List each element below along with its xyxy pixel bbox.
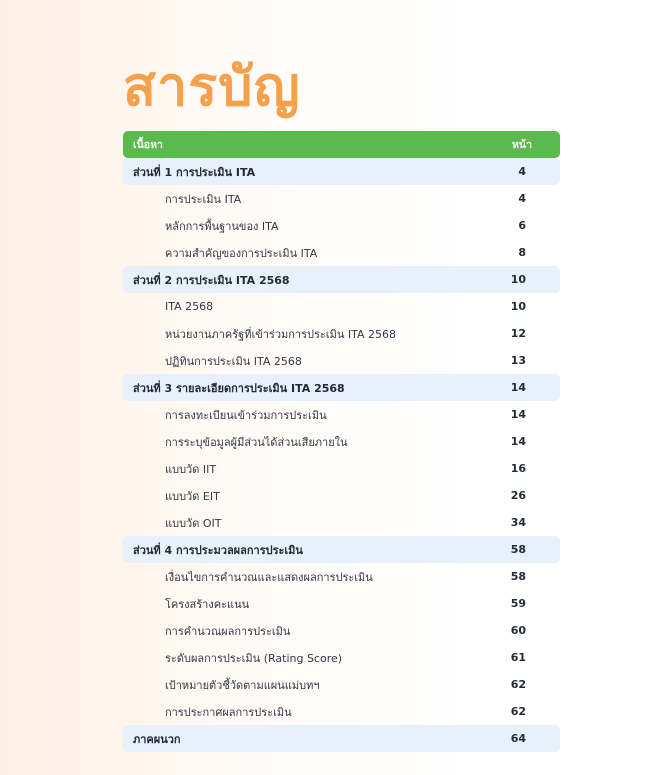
toc-entry-row[interactable] xyxy=(123,293,560,320)
toc-rows xyxy=(123,158,560,752)
toc-page-number: 64 xyxy=(510,732,526,745)
toc-entry-label: ส่วนที่ 2 การประเมิน ITA 2568 xyxy=(133,273,290,287)
toc-entry-row[interactable] xyxy=(123,563,560,590)
toc-entry-row[interactable] xyxy=(123,185,560,212)
toc-entry-label: ITA 2568 xyxy=(165,300,214,313)
toc-entry-label: แบบวัด OIT xyxy=(165,516,222,530)
toc-entry-row[interactable] xyxy=(123,347,560,374)
toc-page-number: 59 xyxy=(510,597,526,610)
toc-page-number: 14 xyxy=(510,435,526,448)
toc-section-row[interactable] xyxy=(123,158,560,185)
toc-page-number: 10 xyxy=(510,300,526,313)
toc-entry-row[interactable] xyxy=(123,455,560,482)
table-of-contents xyxy=(123,131,560,752)
toc-page-number: 16 xyxy=(510,462,526,475)
toc-page-number: 26 xyxy=(510,489,526,502)
toc-section-row[interactable] xyxy=(123,725,560,752)
toc-entry-label: เป้าหมายตัวชี้วัดตามแผนแม่บทฯ xyxy=(165,678,320,692)
toc-entry-label: หลักการพื้นฐานของ ITA xyxy=(165,219,279,233)
toc-entry-row[interactable] xyxy=(123,401,560,428)
toc-entry-row[interactable] xyxy=(123,320,560,347)
toc-page-number: 62 xyxy=(510,705,526,718)
toc-page-number: 6 xyxy=(518,219,526,232)
toc-page-number: 62 xyxy=(510,678,526,691)
toc-section-row[interactable] xyxy=(123,536,560,563)
toc-entry-row[interactable] xyxy=(123,212,560,239)
toc-entry-label: แบบวัด IIT xyxy=(165,462,217,476)
toc-entry-row[interactable] xyxy=(123,671,560,698)
toc-entry-label: แบบวัด EIT xyxy=(165,489,220,503)
toc-page-number: 61 xyxy=(510,651,526,664)
toc-section-row[interactable] xyxy=(123,266,560,293)
toc-entry-label: ภาคผนวก xyxy=(133,732,181,746)
toc-page-number: 58 xyxy=(510,570,526,583)
toc-page-number: 4 xyxy=(518,192,526,205)
toc-section-row[interactable] xyxy=(123,374,560,401)
toc-entry-row[interactable] xyxy=(123,698,560,725)
toc-page-number: 13 xyxy=(510,354,526,367)
toc-entry-label: ปฏิทินการประเมิน ITA 2568 xyxy=(165,354,302,368)
toc-page-number: 12 xyxy=(510,327,526,340)
page-title: สารบัญ xyxy=(123,55,301,118)
toc-entry-row[interactable] xyxy=(123,428,560,455)
toc-entry-label: ส่วนที่ 3 รายละเอียดการประเมิน ITA 2568 xyxy=(133,381,345,395)
toc-entry-label: หน่วยงานภาครัฐที่เข้าร่วมการประเมิน ITA 2568 xyxy=(165,327,396,341)
toc-entry-label: ส่วนที่ 1 การประเมิน ITA xyxy=(133,165,256,179)
toc-page-number: 60 xyxy=(510,624,526,637)
toc-page-number: 34 xyxy=(510,516,526,529)
toc-entry-label: เงื่อนไขการคำนวณและแสดงผลการประเมิน xyxy=(165,570,373,584)
toc-entry-row[interactable] xyxy=(123,617,560,644)
toc-entry-label: ส่วนที่ 4 การประมวลผลการประเมิน xyxy=(133,543,303,557)
toc-entry-label: ระดับผลการประเมิน (Rating Score) xyxy=(165,651,343,665)
toc-entry-row[interactable] xyxy=(123,644,560,671)
toc-page-number: 10 xyxy=(510,273,526,286)
toc-entry-label: การระบุข้อมูลผู้มีส่วนได้ส่วนเสียภายใน xyxy=(165,435,348,449)
toc-entry-row[interactable] xyxy=(123,509,560,536)
toc-page-number: 4 xyxy=(518,165,526,178)
toc-entry-row[interactable] xyxy=(123,482,560,509)
toc-page-number: 8 xyxy=(518,246,526,259)
toc-entry-label: การคำนวณผลการประเมิน xyxy=(165,624,291,638)
toc-page-number: 58 xyxy=(510,543,526,556)
header-page-label: หน้า xyxy=(512,139,532,151)
toc-entry-label: การประกาศผลการประเมิน xyxy=(165,705,292,719)
toc-entry-label: การลงทะเบียนเข้าร่วมการประเมิน xyxy=(165,408,327,422)
toc-header xyxy=(123,131,560,158)
toc-entry-label: ความสำคัญของการประเมิน ITA xyxy=(165,246,318,260)
toc-entry-label: การประเมิน ITA xyxy=(165,192,242,206)
toc-entry-row[interactable] xyxy=(123,239,560,266)
header-content-label: เนื้อหา xyxy=(133,139,163,151)
toc-entry-label: โครงสร้างคะแนน xyxy=(165,597,250,611)
toc-entry-row[interactable] xyxy=(123,590,560,617)
toc-page-number: 14 xyxy=(510,381,526,394)
toc-page-number: 14 xyxy=(510,408,526,421)
